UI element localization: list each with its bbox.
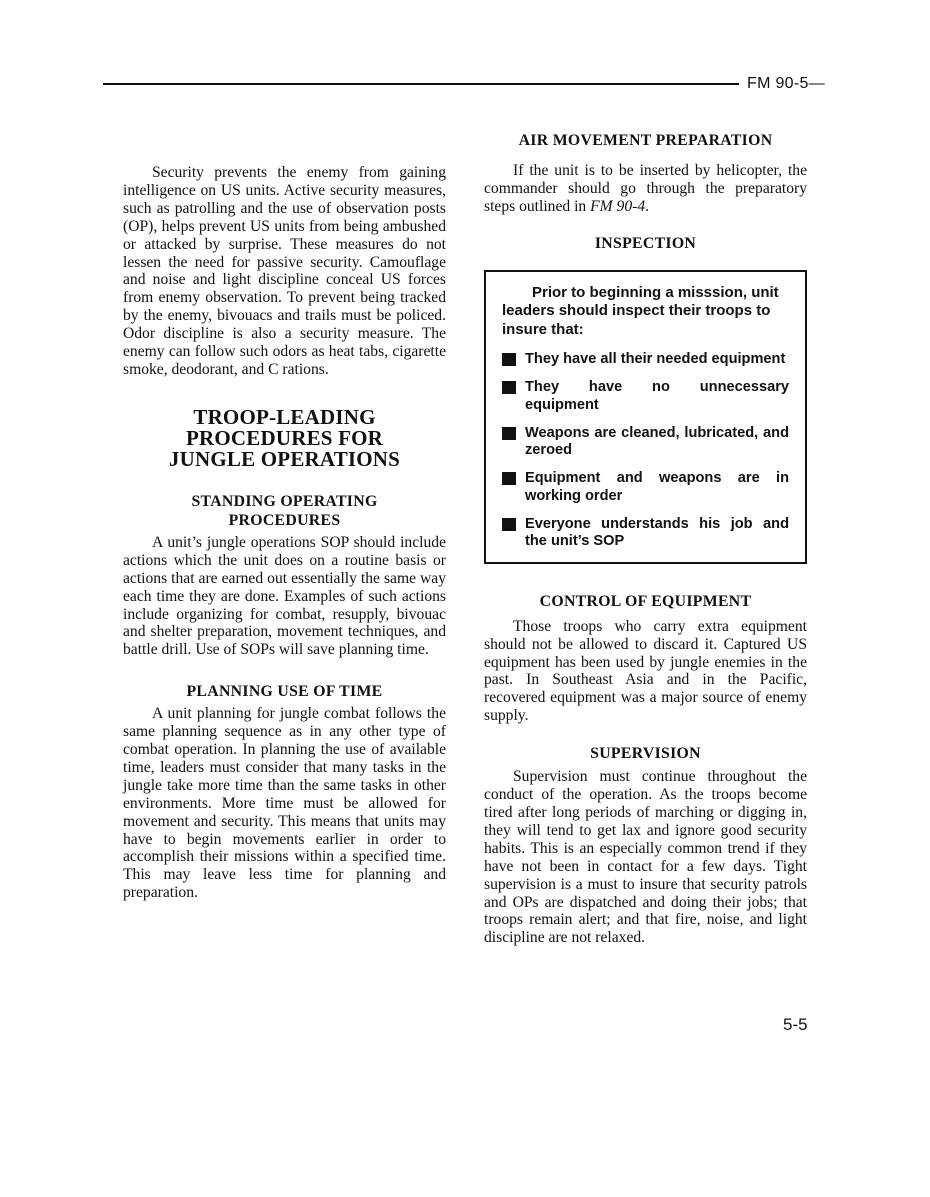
square-bullet-icon bbox=[502, 472, 516, 485]
troop-leading-heading-line-1: TROOP-LEADING bbox=[193, 404, 376, 429]
page-number: 5-5 bbox=[783, 1015, 808, 1034]
sop-heading bbox=[123, 492, 446, 530]
checklist-item bbox=[502, 516, 789, 551]
sop-heading-line-1: STANDING OPERATING bbox=[191, 492, 378, 510]
sop-heading-line-2: PROCEDURES bbox=[228, 511, 341, 529]
square-bullet-icon bbox=[502, 353, 516, 366]
planning-paragraph: A unit planning for jungle combat follows the same planning sequence as in any other type of combat operation. In planning the use of available time, leaders must consider that many tasks in the jungle take more time than the same tasks in other environments. More time must be allowed for movement and security. This means that units may have to begin movements earlier in order to accomplish their missions within a specified time. This may leave less time for planning and preparation. bbox=[123, 705, 446, 902]
checklist-item bbox=[502, 425, 789, 460]
air-movement-heading: AIR MOVEMENT PREPARATION bbox=[518, 132, 773, 149]
planning-heading: PLANNING USE OF TIME bbox=[186, 683, 383, 701]
supervision-paragraph: Supervision must continue throughout the conduct of the operation. As the troops become tired after long periods of marching or digging in, they will tend to get lax and ignore good security habits. This is an especially common trend if they have not been in contact for a few days. Tight supervision is a must to insure that security patrols and OPs are dispatched and doing their jobs; that troops remain alert; and that fire, noise, and light discipline are not relaxed. bbox=[484, 768, 807, 947]
checklist-item-text: Weapons are cleaned, lubricated, and zeroed bbox=[525, 424, 789, 459]
sop-paragraph: A unit’s jungle operations SOP should include actions which the unit does on a routine basis or actions that are earned out essentially the same way each time they are done. Examples of such actions include organizing for combat, resupply, bivouac and shelter preparation, movement techniques, and battle drill. Use of SOPs will save planning time. bbox=[123, 533, 446, 659]
checklist-item bbox=[502, 470, 789, 505]
right-column bbox=[484, 131, 807, 947]
security-paragraph: Security prevents the enemy from gaining intelligence on US units. Active security measures, such as patrolling and the use of observation posts (OP), helps prevent US units from being ambushed or attacked by surprise. These measures do not lessen the need for passive security. Camouflage and noise and light discipline conceal US forces from enemy observation. To prevent being tracked by the enemy, bivouacs and trails must be policed. Odor discipline is also a security measure. The enemy can follow such odors as heat tabs, cigarette smoke, deodorant, and C rations. bbox=[123, 164, 446, 378]
checklist-item-text: Everyone understands his job and the unit’s SOP bbox=[525, 515, 789, 550]
left-column bbox=[123, 164, 446, 902]
troop-leading-heading-line-3: JUNGLE OPERATIONS bbox=[168, 446, 401, 471]
control-heading: CONTROL OF EQUIPMENT bbox=[539, 592, 752, 610]
checklist-item bbox=[502, 351, 789, 369]
checklist-item-text: Equipment and weapons are in working order bbox=[525, 470, 789, 504]
troop-leading-heading bbox=[123, 404, 446, 471]
air-movement-text-end: . bbox=[645, 197, 650, 215]
square-bullet-icon bbox=[502, 381, 516, 394]
square-bullet-icon bbox=[502, 518, 516, 531]
checklist-item-text: They have no unnecessary equipment bbox=[525, 379, 789, 413]
control-paragraph: Those troops who carry extra equipment should not be allowed to discard it. Captured US equipment has been used by jungle enemies in the past. In Southeast Asia and in the Pacific, recovered equipment was a major source of enemy supply. bbox=[484, 617, 807, 725]
checklist-item bbox=[502, 379, 789, 414]
inspection-checklist bbox=[502, 351, 789, 551]
air-movement-text: If the unit is to be inserted by helicopter, the commander should go through the preparatory steps outlined in bbox=[484, 162, 807, 215]
supervision-heading: SUPERVISION bbox=[590, 745, 701, 763]
checklist-item-text: They have all their needed equipment bbox=[525, 351, 786, 368]
inspection-intro: Prior to beginning a misssion, unit leaders should inspect their troops to insure that: bbox=[502, 283, 779, 338]
fm-90-4-reference: FM 90-4 bbox=[590, 197, 646, 215]
square-bullet-icon bbox=[502, 427, 516, 440]
troop-leading-heading-line-2: PROCEDURES FOR bbox=[185, 425, 384, 450]
inspection-heading: INSPECTION bbox=[594, 234, 697, 252]
air-movement-paragraph bbox=[484, 162, 807, 216]
header-rule bbox=[103, 83, 739, 85]
running-header: FM 90-5— bbox=[747, 75, 825, 92]
inspection-checklist-box bbox=[484, 270, 807, 564]
